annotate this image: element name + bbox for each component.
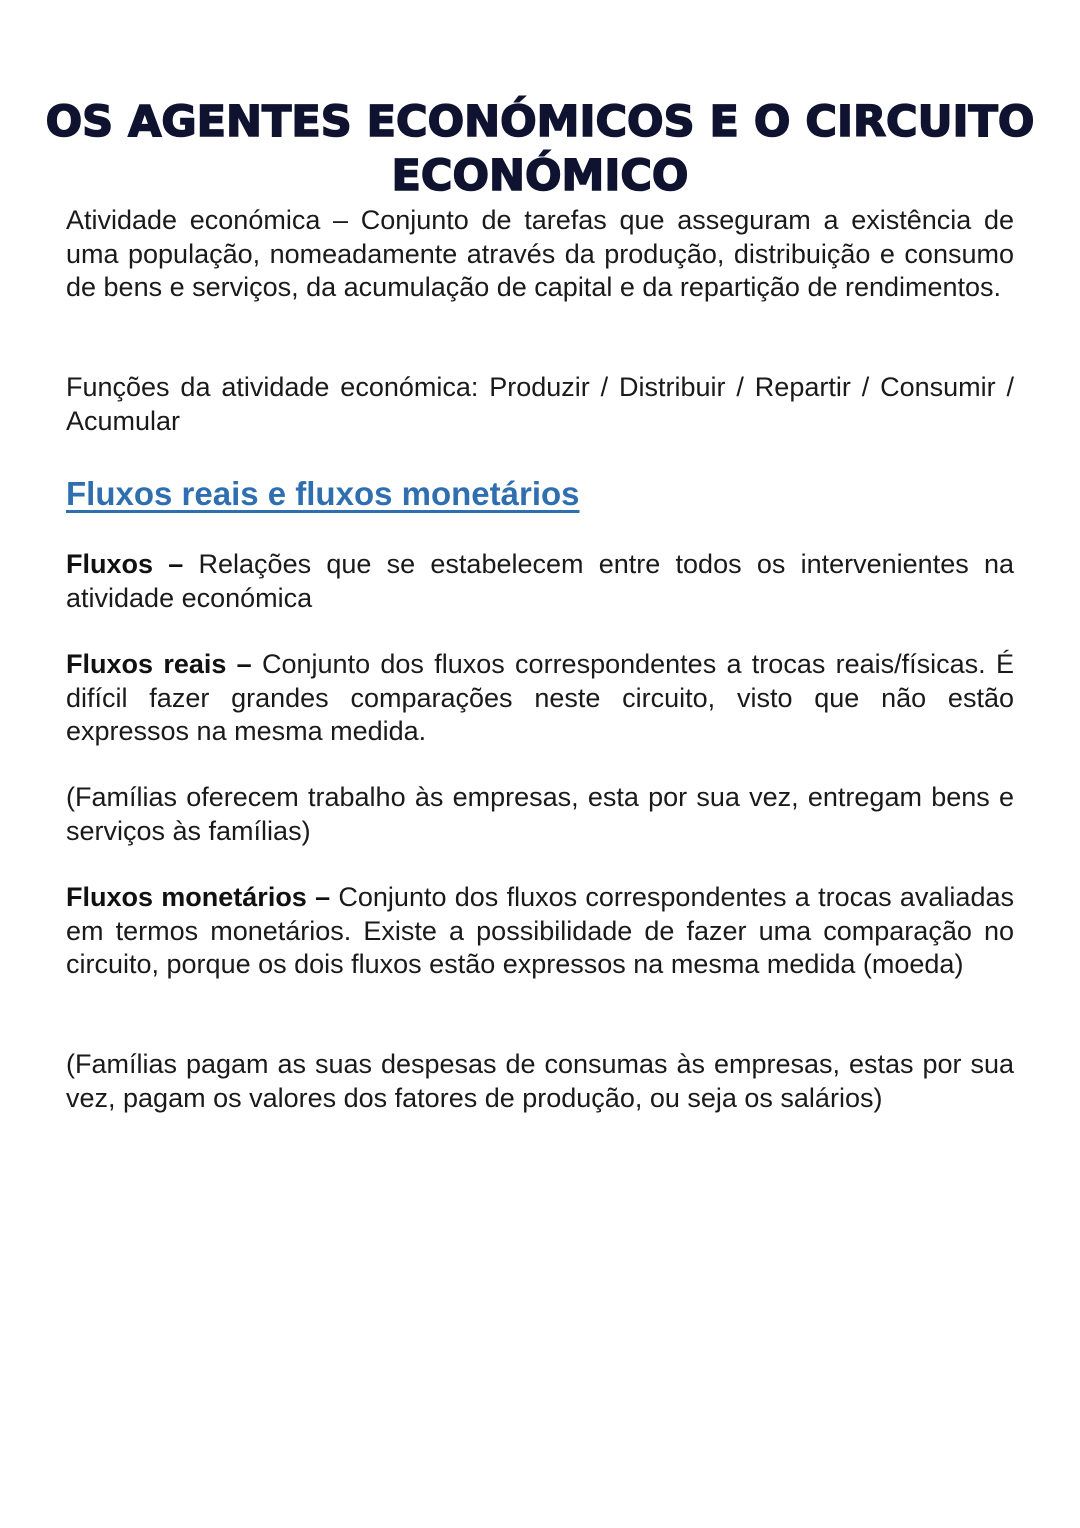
example-fluxos-monetarios: [66, 1048, 1014, 1115]
paragraph-funcoes: [66, 371, 1014, 438]
definition-fluxos-monetarios: [66, 881, 1014, 982]
definition-term: Fluxos –: [66, 549, 184, 579]
definition-text: Conjunto dos fluxos correspondentes a trocas reais/físicas. É difícil fazer grandes comparações neste circuito, visto que não estão expressos na mesma medida.: [66, 649, 1014, 746]
example-text: (Famílias oferecem trabalho às empresas, esta por sua vez, entregam bens e serviços às famílias): [66, 782, 1014, 846]
definition-term: Fluxos reais –: [66, 649, 252, 679]
example-text: (Famílias pagam as suas despesas de consumas às empresas, estas por sua vez, pagam os valores dos fatores de produção, ou seja os salários): [66, 1049, 1014, 1113]
definition-text: Relações que se estabelecem entre todos os intervenientes na atividade económica: [66, 549, 1014, 613]
page-title-line-1: OS AGENTES ECONÓMICOS E O CIRCUITO: [45, 96, 1035, 147]
definition-term: Fluxos monetários –: [66, 882, 331, 912]
example-fluxos-reais: [66, 781, 1014, 848]
definition-fluxos-reais: [66, 648, 1014, 749]
paragraph-atividade-economica: [66, 204, 1014, 305]
paragraph-text: Funções da atividade económica: Produzir / Distribuir / Repartir / Consumir / Acumular: [66, 372, 1014, 436]
page-title: [40, 95, 1040, 203]
paragraph-text: Atividade económica – Conjunto de tarefas que asseguram a existência de uma população, nomeadamente através da produção, distribuição e consumo de bens e serviços, da acumulação de capital e da repartição de rendimentos.: [66, 205, 1014, 302]
definition-fluxos: [66, 548, 1014, 615]
definition-text: Conjunto dos fluxos correspondentes a trocas avaliadas em termos monetários. Existe a possibilidade de fazer uma comparação no circuito, porque os dois fluxos estão expressos na mesma medida (moeda): [66, 882, 1014, 979]
section-heading-fluxos: Fluxos reais e fluxos monetários: [66, 475, 580, 512]
page-title-line-2: ECONÓMICO: [391, 150, 689, 201]
